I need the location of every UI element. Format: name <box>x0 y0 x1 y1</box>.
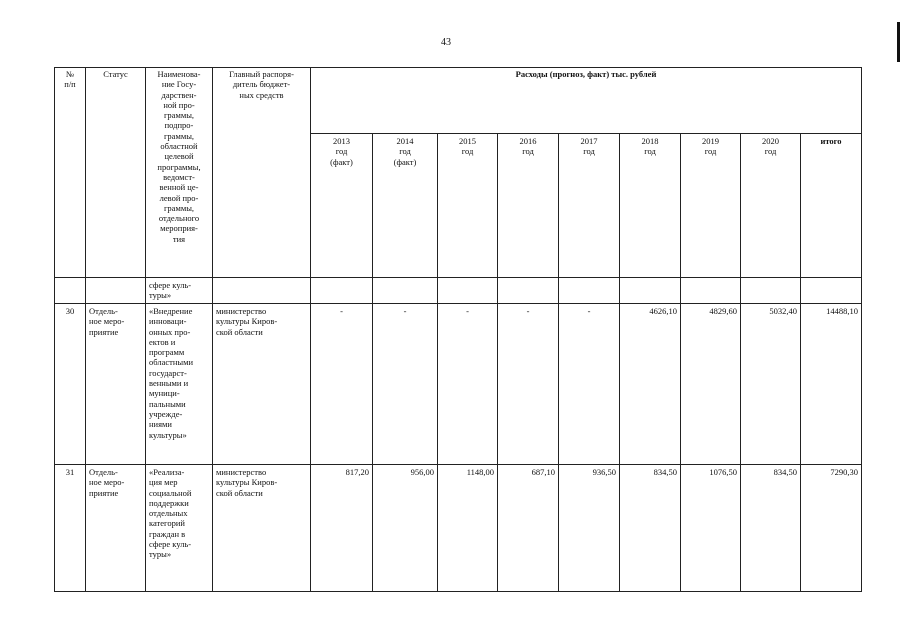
header-year-2017: 2017 год <box>580 136 598 157</box>
row-31-value-2020: 834,50 <box>773 467 797 477</box>
row-31-value-2014: 956,00 <box>410 467 434 477</box>
row-30-value-total: 14488,10 <box>826 306 858 316</box>
header-year-2014: 2014 год (факт) <box>393 136 417 167</box>
row-31-name: «Реализа- ция мер социальной поддержки отдельных категорий граждан в сфере куль- туры» <box>149 467 192 560</box>
col-line <box>558 133 559 592</box>
header-num: № п/п <box>64 69 76 90</box>
row-30-manager: министерство культуры Киров- ской области <box>216 306 278 337</box>
header-manager: Главный распоря- дитель бюджет- ных средств <box>229 69 294 100</box>
header-status: Статус <box>103 69 128 79</box>
page-number: 43 <box>441 37 451 48</box>
row-30-value-2018: 4626,10 <box>649 306 677 316</box>
row-30-value-2020: 5032,40 <box>769 306 797 316</box>
col-line <box>497 133 498 592</box>
row-31-num: 31 <box>65 467 75 477</box>
header-year-2020: 2020 год <box>762 136 779 157</box>
row-31-value-2019: 1076,50 <box>709 467 737 477</box>
years-header-line <box>310 133 862 134</box>
row-30-value-2013: - <box>340 306 343 316</box>
row-31-value-total: 7290,30 <box>830 467 858 477</box>
col-line <box>619 133 620 592</box>
continuation-text: сфере куль- туры» <box>149 280 192 301</box>
row-31-value-2017: 936,50 <box>592 467 616 477</box>
col-line <box>437 133 438 592</box>
page-edge-mark <box>897 22 900 62</box>
header-year-2016: 2016 год <box>519 136 537 157</box>
col-line <box>212 67 213 592</box>
row-30-status: Отдель- ное меро- приятие <box>89 306 125 337</box>
col-line <box>740 133 741 592</box>
col-line <box>800 133 801 592</box>
row-31-value-2013: 817,20 <box>345 467 369 477</box>
row-30-name: «Внедрение инноваци- онных про- ектов и программ областными государст- венными и муници- пальными учрежде- ниями культуры» <box>149 306 194 440</box>
row-31-value-2016: 687,10 <box>531 467 555 477</box>
row-30-value-2015: - <box>466 306 469 316</box>
row-30-value-2017: - <box>587 306 591 316</box>
header-year-2018: 2018 год <box>641 136 659 157</box>
col-line <box>861 67 862 592</box>
header-year-2019: 2019 год <box>702 136 719 157</box>
col-line <box>85 67 86 592</box>
row-31-manager: министерство культуры Киров- ской области <box>216 467 278 498</box>
row-30-value-2019: 4829,60 <box>709 306 737 316</box>
row-30-value-2016: - <box>526 306 530 316</box>
header-year-2013: 2013 год (факт) <box>330 136 353 167</box>
header-name: Наименова- ние Госу- дарствен- ной про- граммы, подпро- граммы, областной целевой программы, ведомст- венной це- левой про- граммы, отдельного мероприя- тия <box>157 69 201 244</box>
row-30-value-2014: - <box>403 306 407 316</box>
col-line <box>680 133 681 592</box>
row-30-num: 30 <box>65 306 75 316</box>
table-border-top <box>54 67 862 68</box>
row-31-status: Отдель- ное меро- приятие <box>89 467 125 498</box>
header-total: итого <box>820 136 842 146</box>
row-31-value-2018: 834,50 <box>653 467 677 477</box>
row-31-value-2015: 1148,00 <box>466 467 494 477</box>
header-expenses: Расходы (прогноз, факт) тыс. рублей <box>515 69 657 79</box>
header-year-2015: 2015 год <box>459 136 476 157</box>
col-line <box>54 67 55 592</box>
col-line <box>372 133 373 592</box>
